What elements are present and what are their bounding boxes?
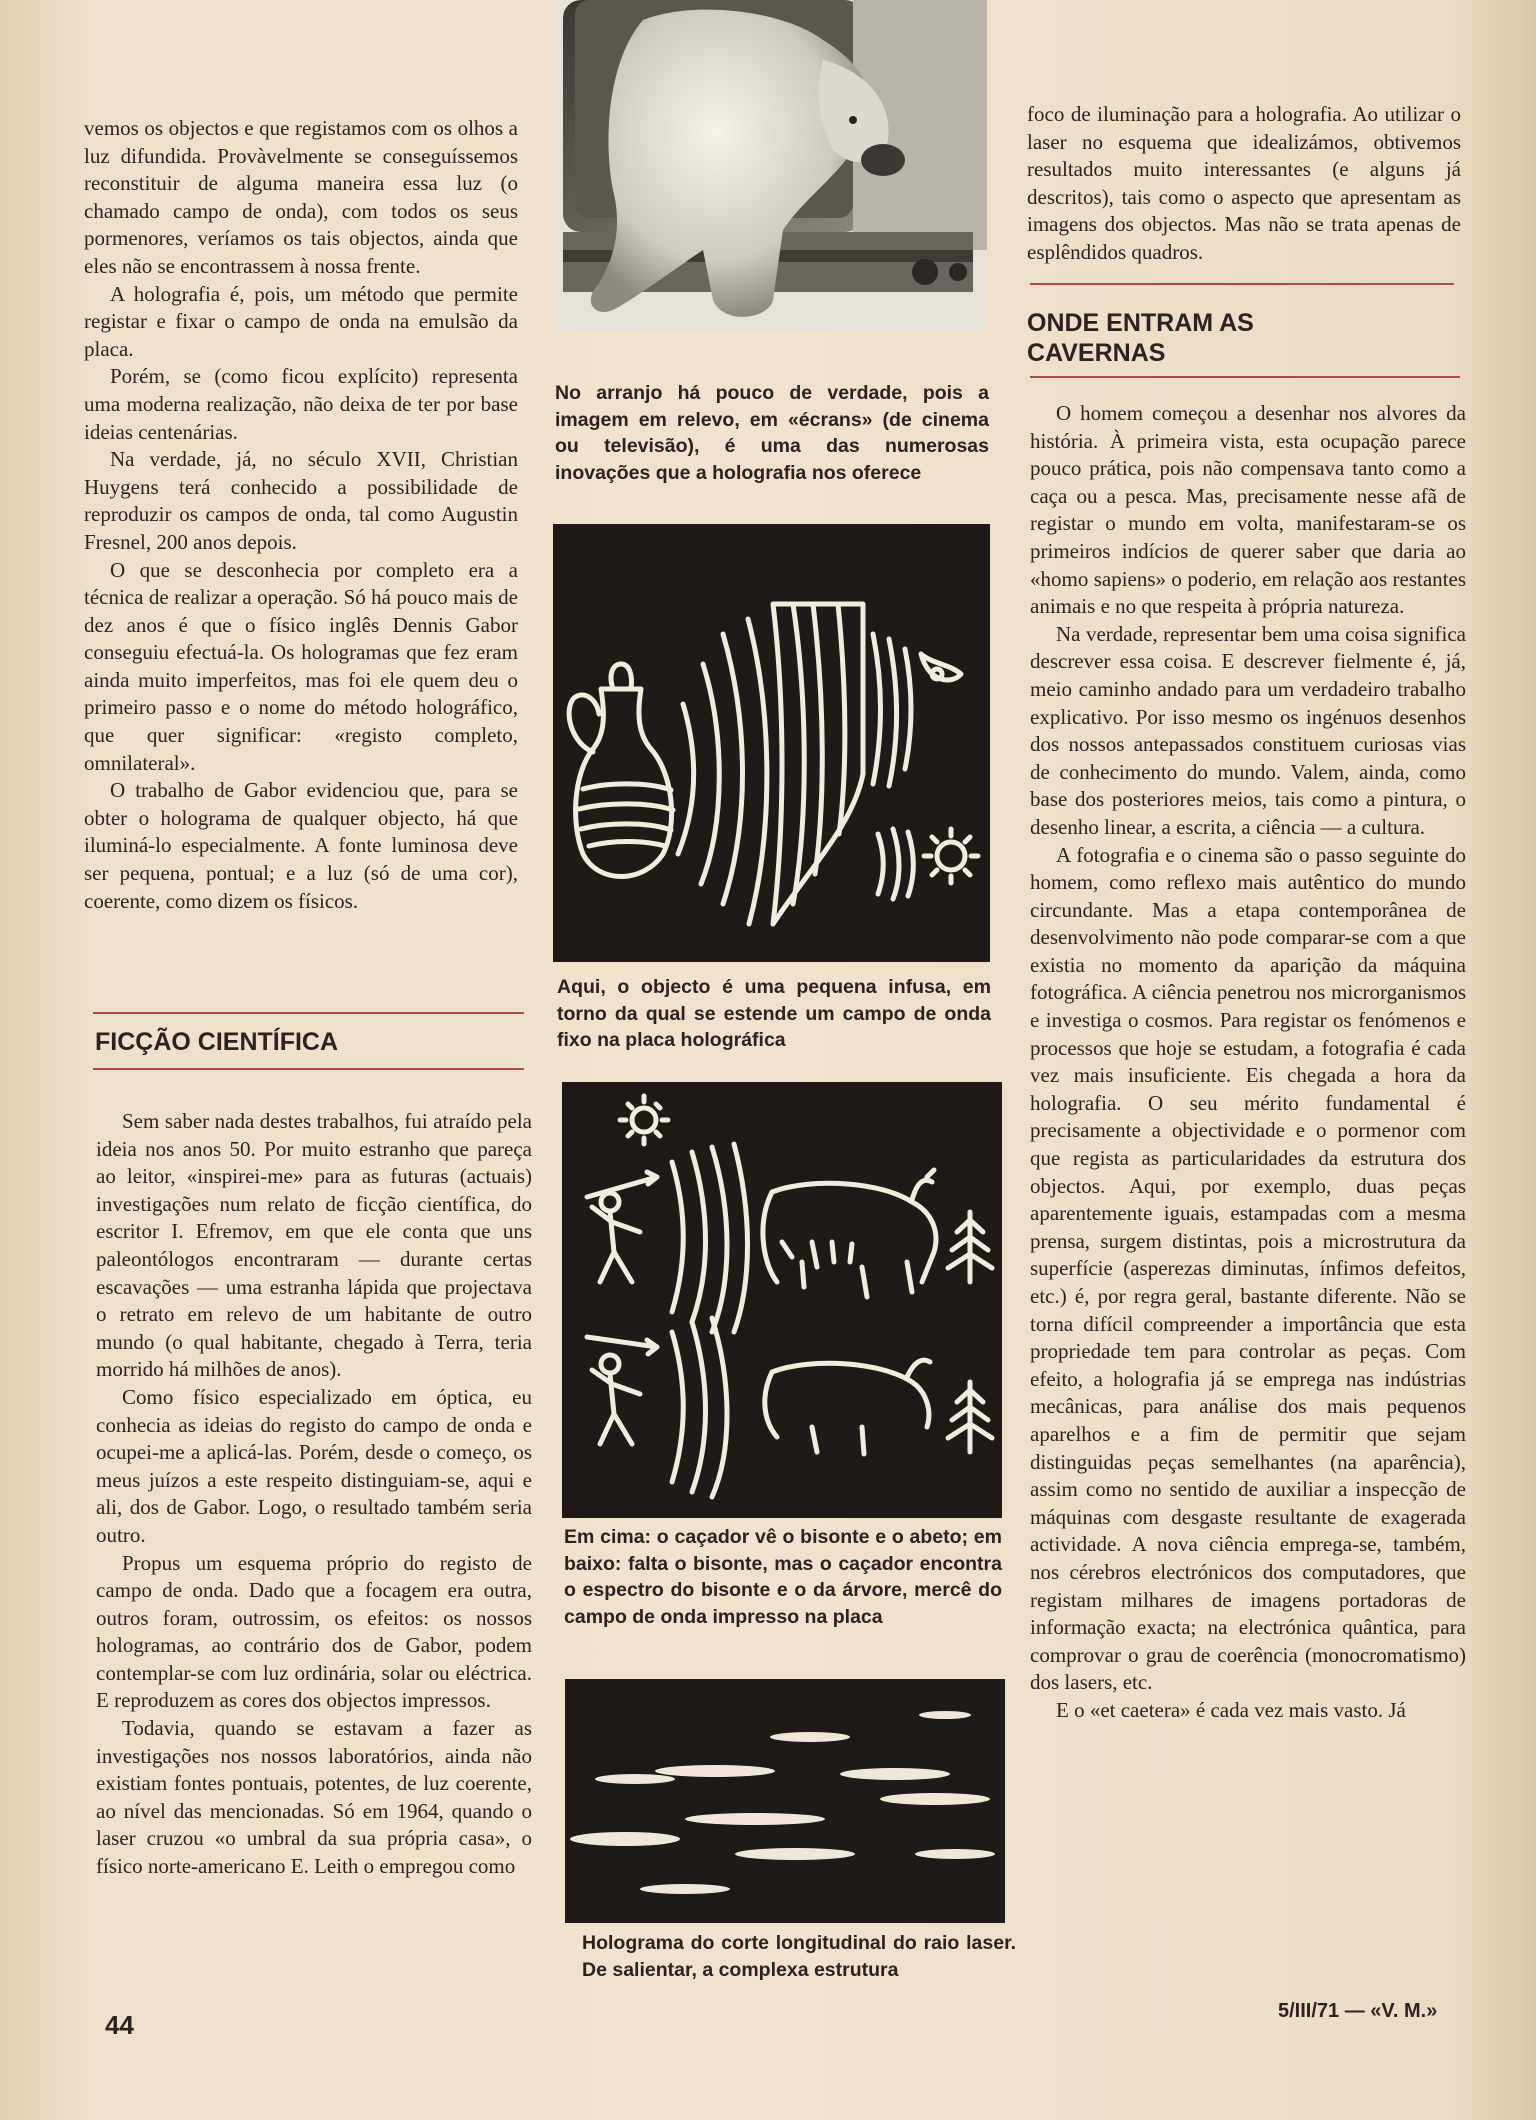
heading-rule-top (1030, 283, 1454, 285)
section-heading-ficcao: FICÇÃO CIENTÍFICA (95, 1028, 339, 1056)
paragraph: A fotografia e o cinema são o passo seguinte do homem, como reflexo mais autêntico do mundo circundante. Mas a etapa contemporânea de desenvolvimento não pode comparar-se com a que existia no momento da aparição da máquina fotográfica. A ciência penetrou nos microrganismos e investiga o cosmos. Para registar os fenómenos e processos que hoje se estudam, a fotografia é cada vez mais insuficiente. Eis chegada a hora da holografia. O seu mérito fundamental é precisamente a objectividade e o pormenor com que regista as particularidades da estrutura dos objectos. Aqui, por exemplo, duas peças aparentemente iguais, estampadas com a mesma prensa, surgem distintas, pois a microstrutura da superfície (asperezas diminutas, ínfimos defeitos, etc.) é, por regra geral, bastante diferente. Não se torna difícil compreender a importância que esta propriedade tem para controlar as peças. Com efeito, a holografia já se emprega nas indústrias mecânicas, para análise dos mais pequenos aparelhos e a fim de permitir que sejam distinguidas peças semelhantes (na aparência), assim como no sentido de auxiliar a inspecção de máquinas com desgaste resultante de exagerada actividade. A nova ciência emprega-se, também, nos cérebros electrónicos dos computadores, que registam milhares de imagens portadoras de informação exacta; na electrónica quântica, para comprovar o grau de coerência (monocromatismo) dos lasers, etc. (1030, 842, 1466, 1695)
paragraph: Propus um esquema próprio do registo de campo de onda. Dado que a focagem era outra, outros foram, outrossim, os efeitos: os nossos hologramas, ao contrário dos de Gabor, podem contemplar-se com luz ordinária, solar ou eléctrica. E reproduzem as cores dos objectos impressos. (96, 1550, 532, 1713)
polar-bear-image (553, 0, 987, 332)
paragraph: A holografia é, pois, um método que permite registar e fixar o campo de onda na emulsão da placa. (84, 281, 518, 361)
hunter-bison-drawing (562, 1082, 1002, 1518)
issue-date: 5/III/71 — «V. M.» (1278, 2000, 1438, 2022)
caption-jug: Aqui, o objecto é uma pequena infusa, em torno da qual se estende um campo de onda fixo na placa holográfica (557, 976, 991, 1051)
paragraph: E o «et caetera» é cada vez mais vasto. Já (1056, 1697, 1406, 1722)
paragraph: O trabalho de Gabor evidenciou que, para se obter o holograma de qualquer objecto, há que iluminá-lo especialmente. A fonte luminosa deve ser pequena, pontual; e a luz (só de uma cor), coerente, como dizem os físicos. (84, 778, 518, 913)
paragraph: foco de iluminação para a holografia. Ao utilizar o laser no esquema que idealizámos, obtivemos resultados muito interessantes (e alguns já descritos), tais como o aspecto que apresentam as imagens dos objectos. Mas não se trata apenas de esplêndidos quadros. (1027, 102, 1461, 264)
paragraph: O que se desconhecia por completo era a técnica de realizar a operação. Só há pouco mais de dez anos é que o físico inglês Dennis Gabor conseguiu efectuá-la. Os hologramas que fez eram ainda muito imperfeitos, mas foi ele quem deu o primeiro passo e o nome do método holográfico, que quer significar: «registo completo, omnilateral». (84, 557, 518, 775)
column-3-body (1030, 400, 1466, 1725)
column-3-top (1027, 101, 1461, 267)
paragraph: Na verdade, representar bem uma coisa significa descrever essa coisa. E descrever fielmente é, já, meio caminho andado para um verdadeiro trabalho explicativo. Por isso mesmo os ingénuos desenhos dos nossos antepassados constituem curiosas vias de conhecimento do mundo. Valem, ainda, como base dos posteriores meios, tais como a pintura, o desenho linear, a escrita, a ciência — a cultura. (1030, 621, 1466, 839)
paragraph: Na verdade, já, no século XVII, Christian Huygens terá conhecido a possibilidade de reproduzir os campos de onda, tal como Augustin Fresnel, 200 anos depois. (84, 447, 518, 554)
column-1-intro (84, 115, 518, 915)
figure-jug-wavefield (553, 524, 990, 962)
photo-polar-bear-screen (553, 0, 987, 332)
laser-hologram-image (565, 1679, 1005, 1923)
paragraph: Todavia, quando se estavam a fazer as investigações nos nossos laboratórios, ainda não existiam fontes pontuais, potentes, de luz coerente, ao nível das mencionadas. Só em 1964, quando o laser cruzou «o umbral da sua própria casa», o físico norte-americano E. Leith o empregou como (96, 1716, 532, 1879)
paragraph: O homem começou a desenhar nos alvores da história. À primeira vista, esta ocupação parece pouco prática, pois não compensava tanto como a caça ou a pesca. Mas, precisamente nesse afã de registar o mundo em volta, manifestaram-se os primeiros indícios de querer saber que daria ao «homo sapiens» o poderio, em relação aos restantes animais e no que respeita à própria natureza. (1030, 401, 1466, 619)
heading-rule-bottom (1030, 376, 1460, 378)
caption-hunter: Em cima: o caçador vê o bisonte e o abeto; em baixo: falta o bisonte, mas o caçador encontra o espectro do bisonte e o da árvore, mercê do campo de onda impresso na placa (564, 1526, 1002, 1628)
heading-rule-bottom (93, 1068, 524, 1070)
caption-photo: No arranjo há pouco de verdade, pois a imagem em relevo, em «écrans» (de cinema ou televisão), é uma das numerosas inovações que a holografia nos oferece (555, 382, 989, 484)
caption-laser: Holograma do corte longitudinal do raio laser. De salientar, a complexa estrutura (582, 1932, 1016, 1981)
column-1-section (96, 1108, 532, 1881)
figure-laser-hologram (565, 1679, 1005, 1923)
figure-hunter-bison (562, 1082, 1002, 1518)
paragraph: Porém, se (como ficou explícito) representa uma moderna realização, não deixa de ter por base ideias centenárias. (84, 364, 518, 444)
paragraph: Como físico especializado em óptica, eu conhecia as ideias do registo do campo de onda e ocupei-me a aplicá-las. Porém, desde o começo, os meus juízos a este respeito distinguiam-se, aqui e ali, dos de Gabor. Logo, o resultado também seria outro. (96, 1384, 532, 1547)
paragraph: vemos os objectos e que registamos com os olhos a luz difundida. Provàvelmente se conseguíssemos reconstituir de alguma maneira essa luz (o chamado campo de onda), com todos os seus pormenores, veríamos os tais objectos, ainda que eles não se encontrassem à nossa frente. (84, 116, 518, 278)
page-number: 44 (105, 2010, 134, 2040)
section-heading-cavernas: ONDE ENTRAM AS CAVERNAS (1027, 309, 1254, 367)
heading-rule-top (93, 1012, 524, 1014)
paragraph: Sem saber nada destes trabalhos, fui atraído pela ideia nos anos 50. Por muito estranho que pareça ao leitor, «inspirei-me» para as futuras (actuais) investigações num relato de ficção científica, do escritor I. Efremov, em que ele conta que uns paleontólogos encontraram — durante certas escavações — uma estranha lápida que projectava o retrato em relevo de um habitante de outro mundo (o qual habitante, chegado à Terra, teria morrido há milhões de anos). (96, 1109, 532, 1382)
jug-wavefield-drawing (553, 524, 990, 962)
